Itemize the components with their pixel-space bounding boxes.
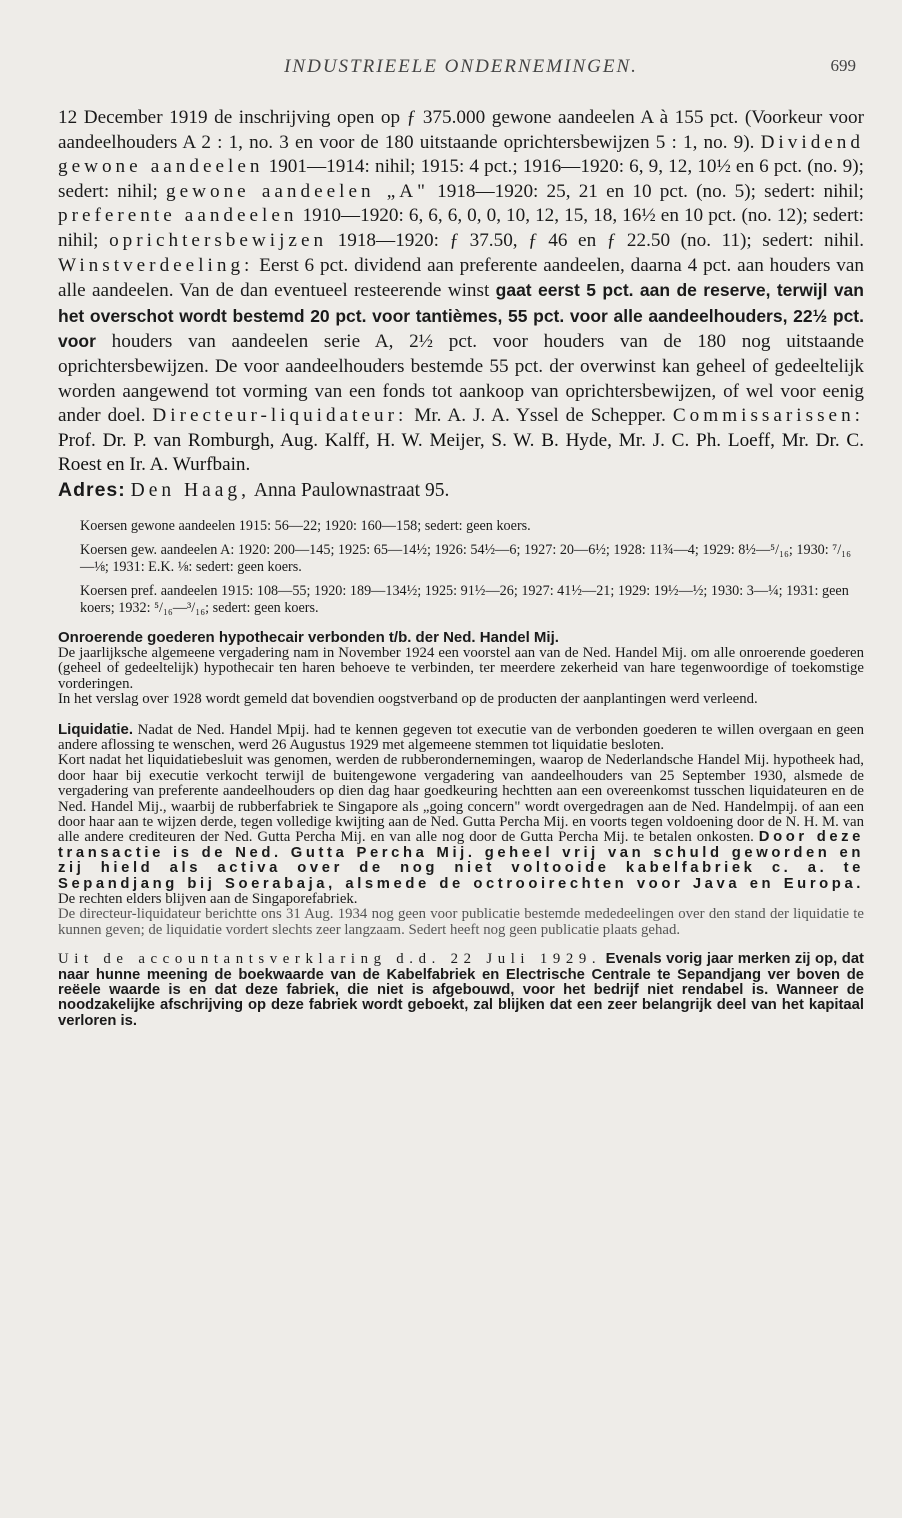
liquidation-paragraph-2 [58, 753, 864, 907]
koersen-gewone: Koersen gewone aandeelen 1915: 56—22; 1920: 160—158; sedert: geen koers. [80, 517, 531, 534]
directeur-text: Mr. A. J. A. Yssel de Schepper. [407, 405, 673, 427]
address-line [58, 478, 864, 504]
dividend-paragraph [58, 106, 864, 478]
accountant-statement: Evenals vorig jaar merken zij op, dat naar hunne meening de boekwaarde van de Kabelfabriek en Electrische Centrale te Sepandjang ver boven de reëele waarde is en dat deze fabriek, die niet is afgebouwd, voor het bedrijf niet rendabel is. Wanneer de noodzakelijke afschrijving op deze fabriek wordt geboekt, zal blijken dat een zeer belangrijk deel van het kapitaal verloren is. [58, 951, 864, 1029]
share-prices [58, 518, 864, 617]
label-preferente: preferente aandeelen [58, 205, 298, 227]
koersen-gewone-a: Koersen gew. aandeelen A: 1920: 200—145; 1925: 65—14½; 1926: 54½—6; 1927: 20—6½; 1928: 11¾—4; 1929: 8½—⁵/₁₆; 1930: ⁷/₁₆—⅛; 1931: E.K. ⅛: sedert: geen koers. [80, 542, 852, 575]
section-liquidation [58, 722, 864, 939]
winst-text: Eerst 6 pct. dividend aan preferente aandeelen, daarna 4 pct. aan houders van alle aandeelen. Van de dan eventueel resteerende winst [58, 254, 864, 302]
commissarissen-text: Prof. Dr. P. van Romburgh, Aug. Kalff, H. W. Meijer, S. W. B. Hyde, Mr. J. C. Ph. Loeff, Mr. Dr. C. Roest en Ir. A. Wurfbain. [58, 429, 864, 476]
company-details [58, 106, 864, 504]
dividend-a-text: 1918—1920: 25, 21 en 10 pct. (no. 5); sedert: nihil; [428, 180, 864, 202]
dividend-pref-text: 1910—1920: 6, 6, 6, 0, 0, 10, 12, 15, 18, 16½ en 10 pct. (no. 12); sedert: nihil; [58, 205, 864, 251]
page-number: 699 [830, 56, 856, 75]
label-winstverdeeling: Winstverdeeling: [58, 254, 254, 276]
liquidation-intro-text: Nadat de Ned. Handel Mpij. had te kennen gegeven tot executie van de verbonden goederen te willen overgaan en geen andere aflossing te wenschen, werd 26 Augustus 1929 met algemeene stemmen tot liquidatie besloten. [58, 721, 864, 753]
accountant-lead: Uit de accountantsverklaring d.d. 22 Juli 1929. [58, 951, 602, 968]
section-accountant [58, 952, 864, 1029]
winst-bold-text: gaat eerst 5 pct. aan de reserve, terwijl van het overschot wordt bestemd 20 pct. voor tantièmes, 55 pct. voor alle aandeelhouders, 22½ pct. voor [58, 280, 864, 352]
label-oprichters: oprichtersbewijzen [109, 229, 328, 251]
section-mortgage [58, 630, 864, 707]
koersen-pref: Koersen pref. aandeelen 1915: 108—55; 1920: 189—134½; 1925: 91½—26; 1927: 41½—21; 1929: 19½—½; 1930: 3—¼; 1931: geen koers; 1932: ⁵/₁₆—³/₁₆; sedert: geen koers. [80, 583, 849, 616]
label-gewone-a: gewone aandeelen „A" [166, 180, 429, 202]
dividend-gewone-text: 1901—1914: nihil; 1915: 4 pct.; 1916—1920: 6, 9, 12, 10½ en 6 pct. (no. 9); sedert: nihil; [58, 156, 865, 202]
mortgage-heading: Onroerende goederen hypothecair verbonden t/b. der Ned. Handel Mij. [58, 629, 559, 647]
winst-rest-text: houders van aandeelen serie A, 2½ pct. voor houders van de 180 nog uitstaande oprichtersbewijzen. De voor aandeelhouders bestemde 55 pct. der overwinst kan geheel of gedeeltelijk worden aangewend tot vorming van een fonds tot aankoop van oprichtersbewijzen, of wel voor eenig ander doel. [58, 331, 864, 427]
liquidation-paragraph-3: De directeur-liquidateur berichtte ons 31 Aug. 1934 nog geen voor publicatie bestemde mededeelingen over den stand der liquidatie te kunnen geven; de liquidatie vordert slechts zeer langzaam. Sedert heeft nog geen publicatie plaats gehad. [58, 906, 864, 938]
liquidation-transaction-text: Door deze transactie is de Ned. Gutta Percha Mij. geheel vrij van schuld geworden en zij hield als activa over de nog niet voltooide kabelfabriek c. a. te Sepandjang bij Soerabaja, alsmede de octrooirechten voor Java en Europa. [58, 829, 864, 892]
address-city: Den Haag, [130, 479, 251, 501]
mortgage-paragraph-1: De jaarlijksche algemeene vergadering nam in November 1924 een voorstel aan van de Ned. Handel Mij. om alle onroerende goederen (geheel of gedeeltelijk) hypothecair ten haren behoeve te verbinden, ter meerdere zekerheid van hare tegenwoordige of toekomstige vorderingen. [58, 644, 864, 692]
running-title: INDUSTRIEELE ONDERNEMINGEN. [284, 56, 638, 77]
liquidation-heading: Liquidatie. [58, 720, 133, 738]
accountant-paragraph [58, 952, 864, 1029]
running-header [58, 56, 864, 86]
address-street: Anna Paulownastraat 95. [253, 479, 450, 501]
mortgage-paragraph-2: In het verslag over 1928 wordt gemeld dat bovendien oogstverband op de producten der aanplantingen werd verleend. [58, 691, 758, 708]
label-directeur: Directeur-liquidateur: [152, 405, 408, 427]
liquidation-paragraph-1 [58, 722, 864, 754]
label-dividend-gewone: Dividend gewone aandeelen [58, 131, 864, 178]
liquidation-sale-text: Kort nadat het liquidatiebesluit was genomen, werden de rubberondernemingen, waarop de Nederlandsche Handel Mij. hypotheek had, door haar bij executie verkocht terwijl de buitengewone vergadering van aandeelhouders van 25 September 1930, alsmede de vergadering van preferente aandeelhouders op dien dag haar goedkeuring hechtten aan een overeenkomst tusschen liquidateuren en de Ned. Handel Mij., waarbij de rubberfabriek te Singapore als „going concern" wordt overgedragen aan de Ned. Handelmpij. of aan een door haar aan te wijzen derde, tegen volledige kwijting aan de Ned. Gutta Percha Mij. en voorts tegen voldoening door de N. H. M. van alle andere crediteuren der Ned. Gutta Percha Mij. en van alle nog door de Gutta Percha Mij. te betalen onkosten. [58, 752, 864, 846]
liquidation-rights-text: De rechten elders blijven aan de Singaporefabriek. [58, 890, 358, 907]
address-label: Adres: [58, 478, 126, 501]
dividend-opr-text: 1918—1920: ƒ 37.50, ƒ 46 en ƒ 22.50 (no. 11); sedert: nihil. [327, 229, 864, 251]
label-commissarissen: Commissarissen: [672, 405, 864, 427]
issue-text: 12 December 1919 de inschrijving open op ƒ 375.000 gewone aandeelen A à 155 pct. (Voorkeur voor aandeelhouders A 2 : 1, no. 3 en voor de 180 uitstaande oprichtersbewijzen 5 : 1, no. 9). [58, 107, 864, 153]
